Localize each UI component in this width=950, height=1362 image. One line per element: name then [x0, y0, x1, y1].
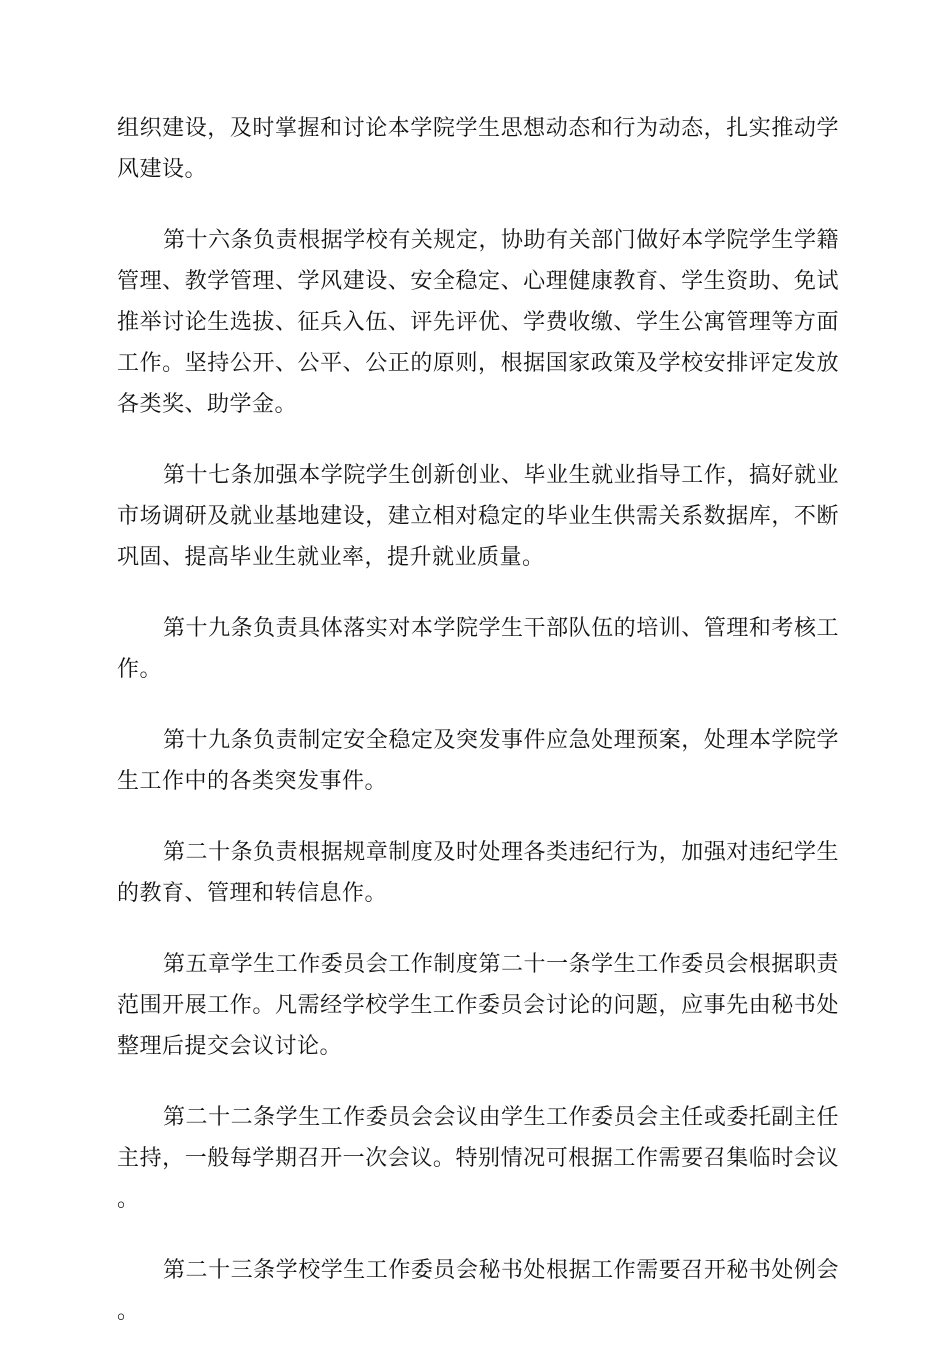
paragraph-article-23: 第二十三条学校学生工作委员会秘书处根据工作需要召开秘书处例会。 — [117, 1258, 839, 1324]
paragraph-article-19-cadres: 第十九条负责具体落实对本学院学生干部队伍的培训、管理和考核工作。 — [117, 616, 839, 682]
paragraph-article-19-emergency: 第十九条负责制定安全稳定及突发事件应急处理预案，处理本学院学生工作中的各类突发事件。 — [117, 728, 839, 794]
paragraph-article-16: 第十六条负责根据学校有关规定，协助有关部门做好本学院学生学籍管理、教学管理、学风建设、安全稳定、心理健康教育、学生资助、免试推举讨论生选拔、征兵入伍、评先评优、学费收缴、学生公寓管理等方面工作。坚持公开、公平、公正的原则，根据国家政策及学校安排评定发放各类奖、助学金。 — [117, 228, 839, 417]
paragraph-article-20: 第二十条负责根据规章制度及时处理各类违纪行为，加强对违纪学生的教育、管理和转信息作。 — [117, 840, 839, 906]
paragraph-continued: 组织建设，及时掌握和讨论本学院学生思想动态和行为动态，扎实推动学风建设。 — [117, 116, 839, 182]
paragraph-article-17: 第十七条加强本学院学生创新创业、毕业生就业指导工作，搞好就业市场调研及就业基地建设，建立相对稳定的毕业生供需关系数据库，不断巩固、提高毕业生就业率，提升就业质量。 — [117, 463, 839, 570]
document-body — [117, 108, 839, 1362]
paragraph-article-22: 第二十二条学生工作委员会会议由学生工作委员会主任或委托副主任主持，一般每学期召开一次会议。特别情况可根据工作需要召集临时会议。 — [117, 1105, 839, 1212]
paragraph-chapter-5-article-21: 第五章学生工作委员会工作制度第二十一条学生工作委员会根据职责范围开展工作。凡需经学校学生工作委员会讨论的问题，应事先由秘书处整理后提交会议讨论。 — [117, 952, 839, 1059]
